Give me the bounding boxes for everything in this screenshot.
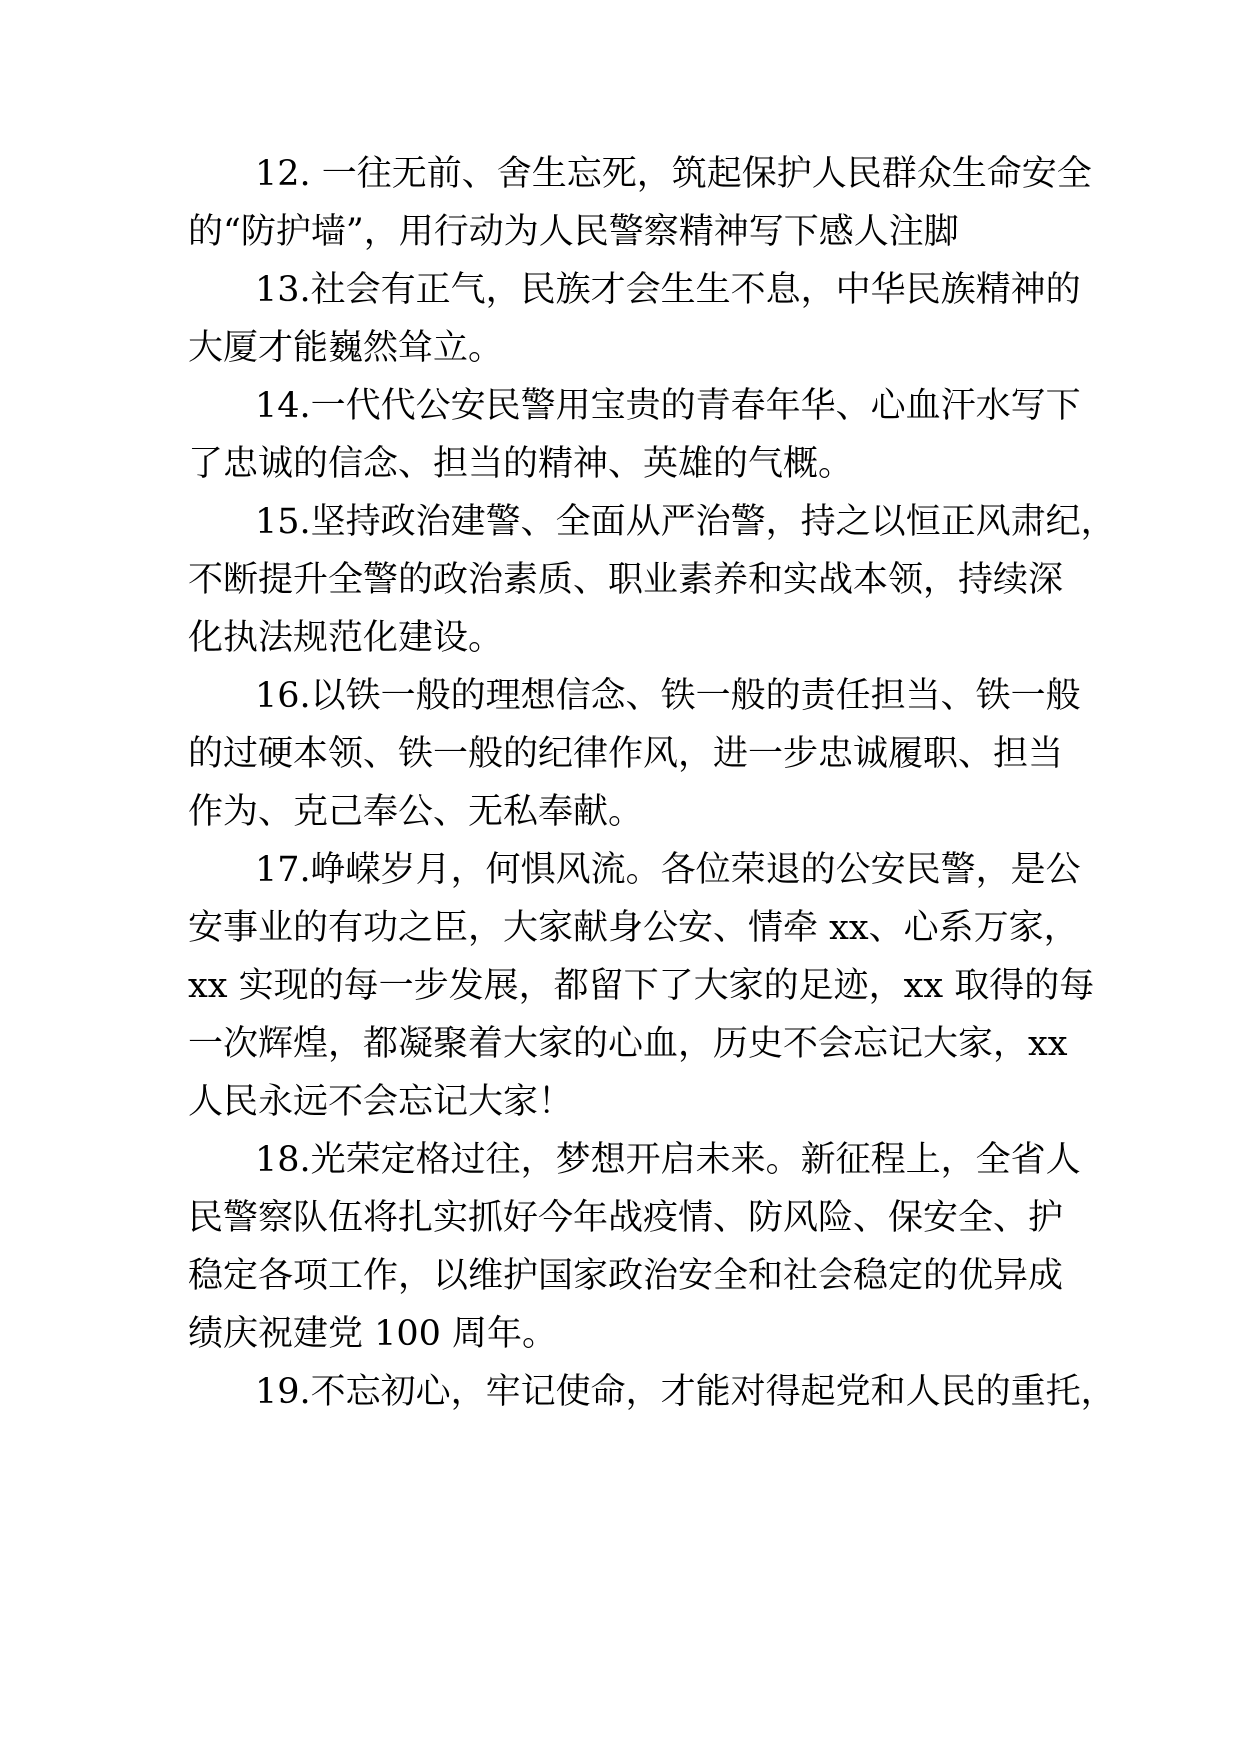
paragraph-19-line-1: 19.不忘初心，牢记使命，才能对得起党和人民的重托，: [255, 1372, 1116, 1412]
paragraph-12-line-1: 12. 一往无前、舍生忘死，筑起保护人民群众生命安全: [255, 154, 1092, 194]
paragraph-15-line-1: 15.坚持政治建警、全面从严治警，持之以恒正风肃纪，: [255, 502, 1116, 542]
paragraph-13-line-1: 13.社会有正气，民族才会生生不息，中华民族精神的: [255, 270, 1081, 310]
paragraph-15-line-3: 化执法规范化建设。: [188, 618, 504, 658]
paragraph-16-line-1: 16.以铁一般的理想信念、铁一般的责任担当、铁一般: [255, 676, 1081, 716]
paragraph-18-line-4: 绩庆祝建党 100 周年。: [188, 1314, 558, 1354]
paragraph-17-line-3: xx 实现的每一步发展，都留下了大家的足迹，xx 取得的每: [188, 966, 1095, 1006]
paragraph-17-line-5: 人民永远不会忘记大家！: [188, 1082, 574, 1122]
paragraph-18-line-1: 18.光荣定格过往，梦想开启未来。新征程上，全省人: [255, 1140, 1081, 1180]
paragraph-15-line-2: 不断提升全警的政治素质、职业素养和实战本领，持续深: [188, 560, 1064, 600]
paragraph-13-line-2: 大厦才能巍然耸立。: [188, 328, 504, 368]
paragraph-18-line-2: 民警察队伍将扎实抓好今年战疫情、防风险、保安全、护: [188, 1198, 1064, 1238]
paragraph-12-line-2: 的“防护墙”，用行动为人民警察精神写下感人注脚: [188, 212, 959, 252]
paragraph-18-line-3: 稳定各项工作，以维护国家政治安全和社会稳定的优异成: [188, 1256, 1064, 1296]
paragraph-17-line-4: 一次辉煌，都凝聚着大家的心血，历史不会忘记大家，xx: [188, 1024, 1068, 1064]
paragraph-14-line-2: 了忠诚的信念、担当的精神、英雄的气概。: [188, 444, 854, 484]
paragraph-17-line-2: 安事业的有功之臣，大家献身公安、情牵 xx、心系万家，: [188, 908, 1079, 948]
paragraph-14-line-1: 14.一代代公安民警用宝贵的青春年华、心血汗水写下: [255, 386, 1081, 426]
paragraph-16-line-3: 作为、克己奉公、无私奉献。: [188, 792, 644, 832]
paragraph-17-line-1: 17.峥嵘岁月，何惧风流。各位荣退的公安民警，是公: [255, 850, 1081, 890]
paragraph-16-line-2: 的过硬本领、铁一般的纪律作风，进一步忠诚履职、担当: [188, 734, 1064, 774]
